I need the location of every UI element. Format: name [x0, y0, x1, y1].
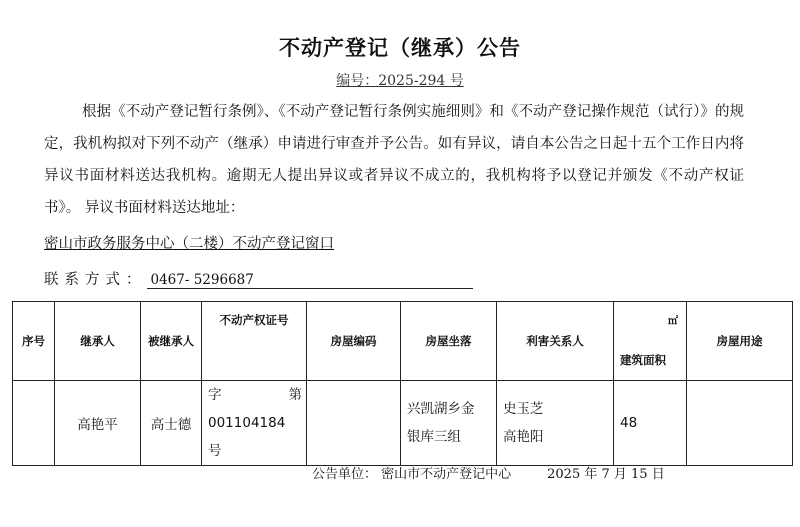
cell-area: 48	[614, 381, 687, 466]
header-location: 房屋坐落	[401, 302, 497, 381]
cell-house-code	[307, 381, 401, 466]
header-cert-no: 不动产权证号	[202, 302, 307, 381]
area-unit: ㎡	[668, 316, 678, 327]
objection-address: 密山市政务服务中心（二楼）不动产登记窗口	[44, 236, 334, 252]
cell-seq	[13, 381, 55, 466]
cell-location	[401, 381, 497, 466]
cell-interested	[497, 381, 614, 466]
location-line2: 银库三组	[407, 429, 461, 445]
header-house-code: 房屋编码	[307, 302, 401, 381]
number-value: 2025-294 号	[378, 73, 464, 89]
notice-title: 不动产登记（继承）公告	[279, 36, 521, 60]
number-label: 编号：	[336, 73, 379, 89]
cell-cert-no	[202, 381, 307, 466]
issue-date: 2025 年 7 月 15 日	[547, 467, 665, 482]
header-seq: 序号	[13, 302, 55, 381]
notice-footer	[312, 463, 665, 482]
cert-number: 001104184 号	[208, 415, 286, 459]
table-header-row	[13, 302, 793, 381]
cell-usage	[687, 381, 793, 466]
header-interested: 利害关系人	[497, 302, 614, 381]
notice-number	[0, 70, 800, 90]
interested-line2: 高艳阳	[503, 429, 544, 445]
contact-line	[44, 268, 473, 289]
cert-prefix: 字	[208, 387, 222, 403]
header-area	[614, 302, 687, 381]
header-usage: 房屋用途	[687, 302, 793, 381]
contact-label: 联系方式：	[44, 272, 147, 288]
table-row	[13, 381, 793, 466]
header-decedent: 被继承人	[141, 302, 202, 381]
location-line1: 兴凯湖乡金	[407, 401, 475, 417]
notice-paragraph: 根据《不动产登记暂行条例》、《不动产登记暂行条例实施细则》和《不动产登记操作规范（试行）》的规定，我机构拟对下列不动产（继承）申请进行审查并予公告。如有异议，请自本公告之日起十五个工作日内将异议书面材料送达我机构。逾期无人提出异议或者异议不成立的，我机构将予以登记并颁发《不动产权证书》。 异议书面材料送达地址：	[44, 104, 744, 216]
header-heir: 继承人	[55, 302, 141, 381]
cert-mid: 第	[288, 387, 302, 403]
area-label: 建筑面积	[620, 353, 666, 367]
contact-phone: 0467- 5296687	[147, 272, 473, 289]
interested-line1: 史玉芝	[503, 401, 544, 417]
cell-decedent: 高士德	[141, 381, 202, 466]
registration-table	[12, 301, 793, 466]
cell-heir: 高艳平	[55, 381, 141, 466]
issuer: 公告单位： 密山市不动产登记中心	[312, 467, 512, 482]
